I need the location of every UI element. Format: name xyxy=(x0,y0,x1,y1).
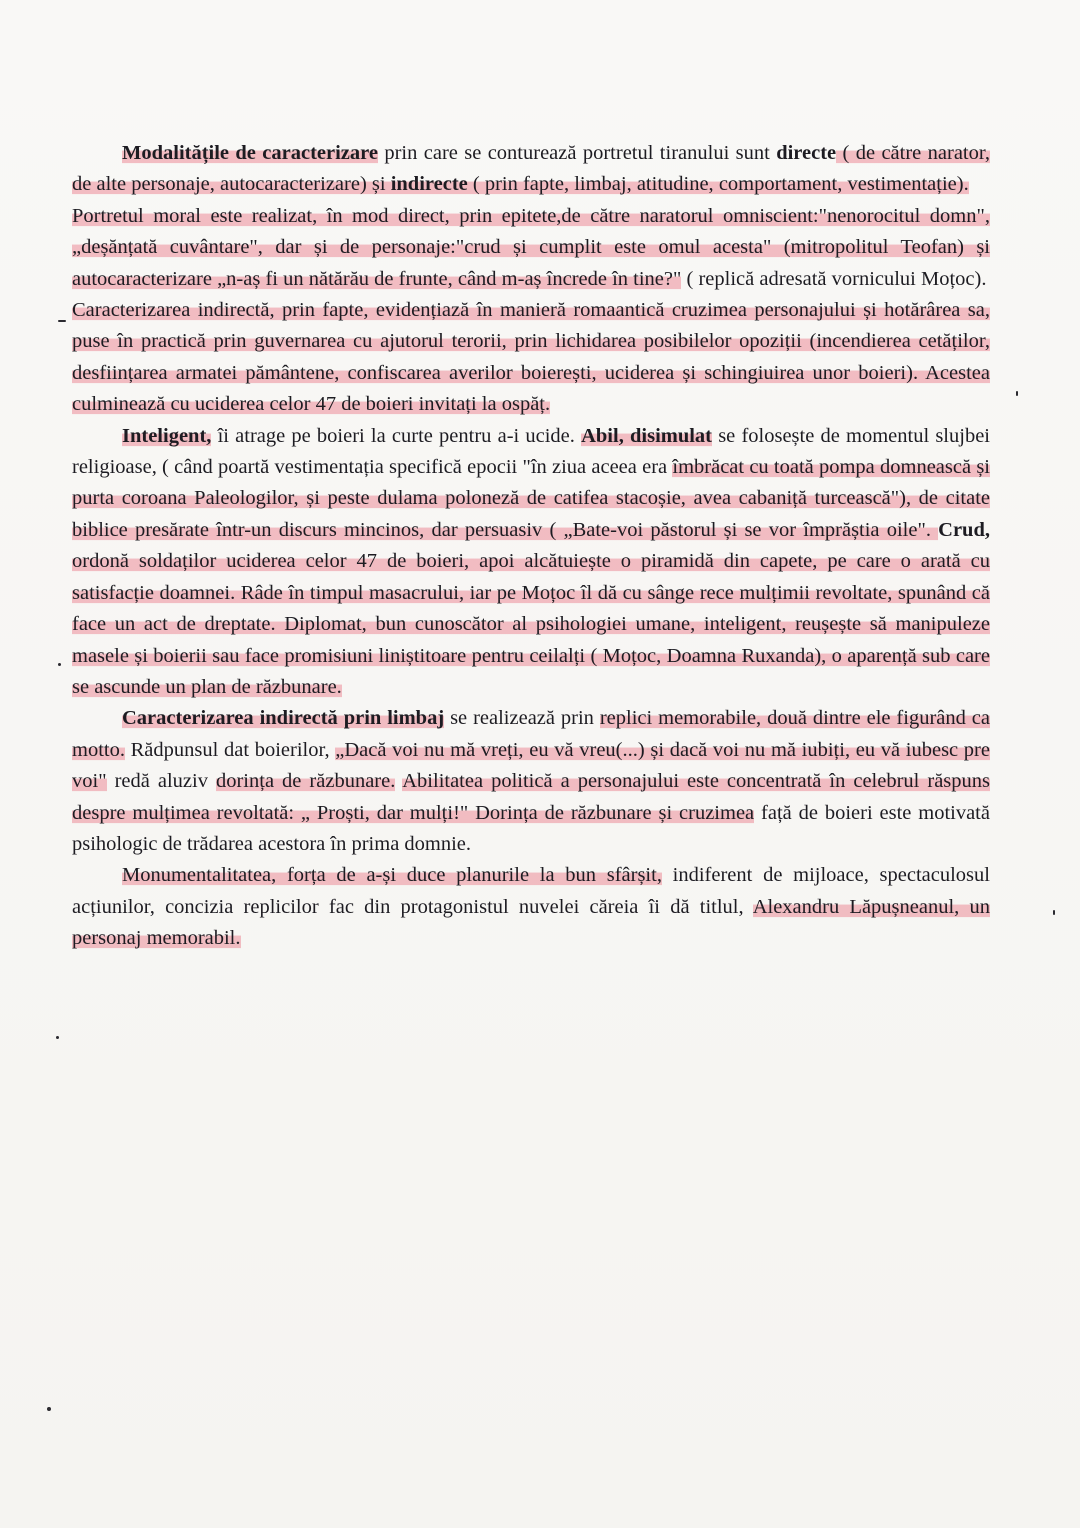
margin-dot-mark xyxy=(58,663,61,666)
text-run: Rădpunsul dat boierilor, xyxy=(124,738,336,761)
highlighted-text: indirecte xyxy=(390,173,468,196)
text-run: se folosește de momentul slujbei religioase, ( când poartă vestimentația specifică epocii "în ziua aceea era xyxy=(72,424,990,479)
highlighted-text: hotărârea sa, puse în practică prin guvernarea cu ajutorul terorii, prin lichidarea posibilelor opoziții (incendierea cetăților, desființarea armatei pământene, confiscarea averilor boierești, uciderea și schingiuirea unor boieri). xyxy=(72,299,990,384)
text-run: ( replică adresată vornicului Moțoc). xyxy=(681,267,987,290)
highlighted-text: Abilitatea politică a personajului este concentrată în celebrul răspuns despre mulțimea revoltată: „ Proști, dar mulți!" Dorința de răzbunare și cruzimea xyxy=(72,770,991,824)
paragraph xyxy=(72,295,990,421)
text-run: îi atrage pe boieri la curte pentru a-i ucide. xyxy=(211,424,582,447)
text-run: față de boieri este motivată psihologic de trădarea acestora în prima domnie. xyxy=(72,801,990,855)
highlighted-text: Alexandru Lăpușneanul, un personaj memorabil. xyxy=(72,895,990,950)
highlighted-text: Monumentalitatea, forța de a-și duce planurile la bun sfârșit, xyxy=(122,864,662,887)
text-run: indiferent de mijloace, spectaculosul acțiunilor, concizia replicilor fac din protagonistul nuvelei căreia îi dă titlul, xyxy=(72,864,990,918)
paragraph xyxy=(72,201,990,295)
paragraph xyxy=(72,421,990,704)
highlighted-text: replici memorabile, două dintre ele figurând ca motto. xyxy=(72,707,990,761)
highlighted-text: comportament, vestimentație). xyxy=(718,173,969,196)
text-run: directe xyxy=(776,142,837,164)
highlighted-text: „Dacă voi nu mă vreți, eu vă vreu(...) și dacă voi nu mă iubiți, eu vă iubesc pre voi" xyxy=(72,738,990,793)
highlighted-text: domn", „deșănțată cuvântare", dar și de personaje:"crud și cumplit este omul acesta" (mitropolitul xyxy=(72,204,990,259)
text-run: Crud, xyxy=(938,518,990,541)
paragraph xyxy=(72,703,990,860)
highlighted-text: Diplomat, bun cunoscător al psihologiei umane, inteligent, reușește să manipuleze masele și boierii sau face promisiuni liniștitoare pentru ceilalți ( Moțoc, Doamna Ruxanda), o aparență sub care se ascunde un plan de răzbunare. xyxy=(72,613,990,698)
highlighted-text: Portretul moral este realizat, în mod direct, prin xyxy=(72,204,502,227)
highlighted-text: Teofan) și autocaracterizare „n-aș fi un nătărău de frunte, când m-aș încrede în tine?" xyxy=(72,236,990,290)
highlighted-text: Caracterizarea indirectă prin limbaj xyxy=(122,707,445,730)
highlighted-text: Inteligent, xyxy=(122,424,212,447)
highlighted-text: îmbrăcat cu toată pompa domnească și purta coroana Paleologilor, și peste dulama poloneză de catifea stacoșie, avea cabaniță turcească"), de citate biblice presărate într-un discurs mincinos, dar persuasiv ( „Bate-voi păstorul și se vor împrăștia oile". xyxy=(72,456,990,541)
highlighted-text: către narator, de alte personaje, autocaracterizare) și xyxy=(72,142,990,196)
document-text xyxy=(72,138,990,955)
paragraph xyxy=(72,138,990,201)
margin-dot-mark xyxy=(1016,391,1018,396)
text-run: redă aluziv xyxy=(106,770,216,793)
highlighted-text: Modalitățile de caracterizare xyxy=(122,142,378,164)
highlighted-text: Abil, disimulat xyxy=(581,424,713,447)
highlighted-text: dorința de răzbunare. xyxy=(215,770,396,793)
highlighted-text: ( de xyxy=(836,142,882,164)
highlighted-text: cruzimea personajului și xyxy=(671,299,885,322)
highlighted-text: Acestea culminează cu uciderea celor 47 de boieri invitați la ospăț. xyxy=(72,361,990,416)
text-run: se realizează prin xyxy=(444,707,600,730)
margin-dash-mark xyxy=(58,320,66,322)
highlighted-text: Caracterizarea indirectă, prin fapte, evidențiază în manieră romaantică xyxy=(72,299,672,322)
margin-dot-mark xyxy=(1053,910,1055,915)
margin-dot-mark xyxy=(47,1407,51,1411)
highlighted-text: ordonă soldaților uciderea celor 47 de boieri, apoi alcătuiește o piramidă din capete, pe care o arată cu satisfacție doamnei. Râde în timpul masacrului, iar pe Moțoc îl dă cu sânge rece mulțimii revoltate, spunând că face un act de dreptate. xyxy=(72,550,990,636)
highlighted-text: epitete,de către naratorul omniscient:"nenorocitul xyxy=(501,204,930,227)
text-run: prin care se conturează portretul tiranului sunt xyxy=(377,142,777,164)
paragraph xyxy=(72,860,990,954)
highlighted-text: ( prin fapte, limbaj, atitudine, xyxy=(467,173,719,196)
margin-dot-mark xyxy=(56,1036,59,1039)
